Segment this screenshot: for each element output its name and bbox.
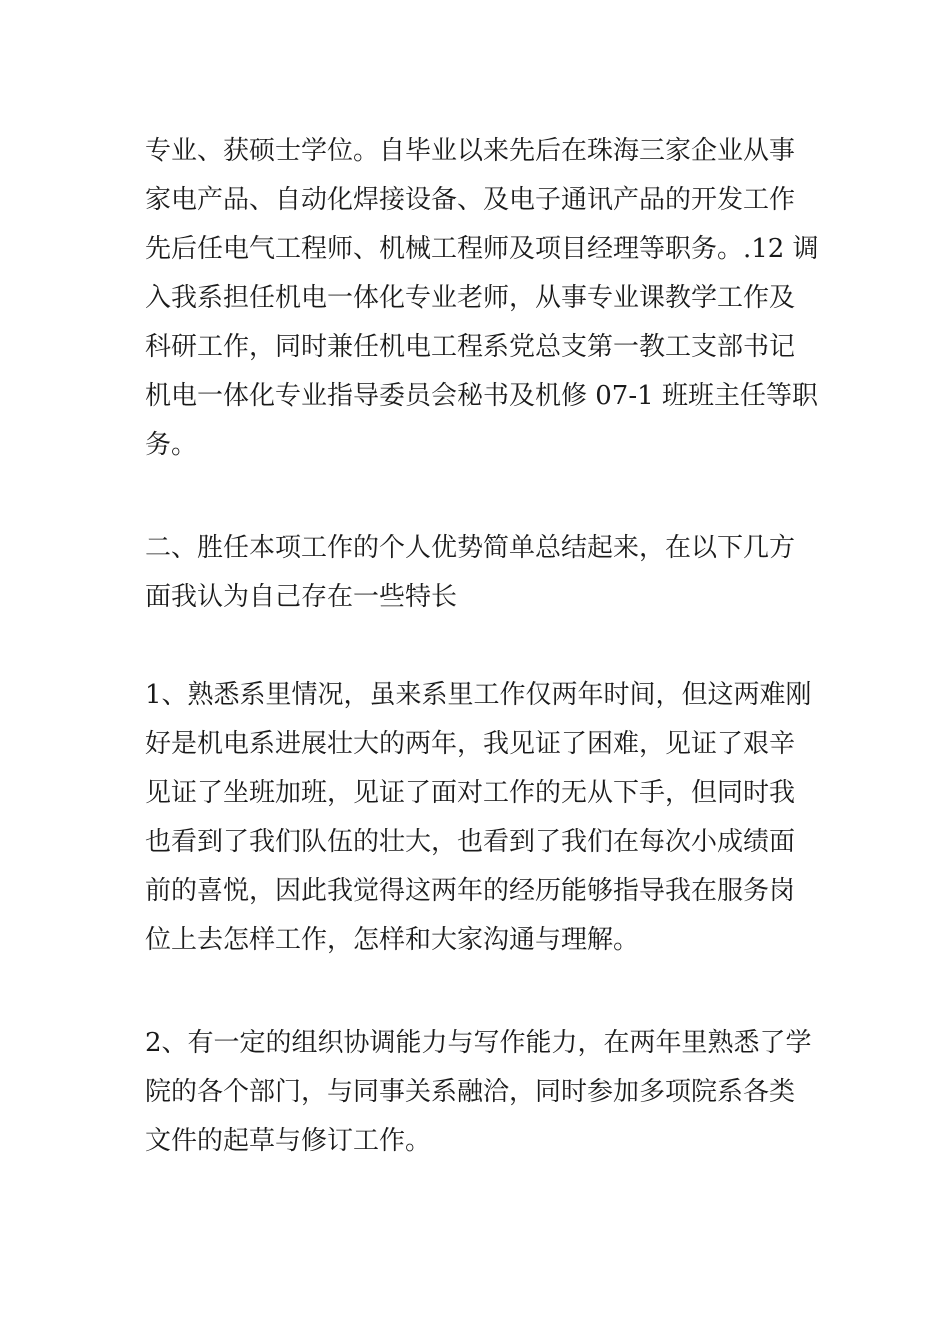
- text-line: 科研工作，同时兼任机电工程系党总支第一教工支部书记: [145, 332, 796, 362]
- section-heading-personal-strengths: [145, 524, 825, 622]
- text-line: 务。: [145, 430, 198, 460]
- paragraph-career-background: [145, 127, 825, 470]
- text-line: 家电产品、自动化焊接设备、及电子通讯产品的开发工作: [145, 185, 796, 215]
- text-line: 先后任电气工程师、机械工程师及项目经理等职务。.12 调: [145, 234, 819, 264]
- text-line: 二、胜任本项工作的个人优势简单总结起来，在以下几方: [145, 533, 796, 563]
- text-line: 入我系担任机电一体化专业老师，从事专业课教学工作及: [145, 283, 796, 313]
- paragraph-strength-1: [145, 671, 825, 965]
- text-line: 前的喜悦，因此我觉得这两年的经历能够指导我在服务岗: [145, 876, 796, 906]
- text-line: 1、熟悉系里情况，虽来系里工作仅两年时间，但这两难刚: [145, 680, 812, 710]
- text-line: 院的各个部门，与同事关系融洽，同时参加多项院系各类: [145, 1077, 796, 1107]
- paragraph-strength-2: [145, 1019, 825, 1166]
- text-line: 文件的起草与修订工作。: [145, 1126, 432, 1156]
- text-line: 见证了坐班加班，见证了面对工作的无从下手，但同时我: [145, 778, 796, 808]
- text-line: 好是机电系进展壮大的两年，我见证了困难，见证了艰辛: [145, 729, 796, 759]
- text-line: 专业、获硕士学位。自毕业以来先后在珠海三家企业从事: [145, 136, 796, 166]
- text-line: 面我认为自己存在一些特长: [145, 582, 458, 612]
- text-line: 也看到了我们队伍的壮大，也看到了我们在每次小成绩面: [145, 827, 796, 857]
- text-line: 机电一体化专业指导委员会秘书及机修 07-1 班班主任等职: [145, 381, 818, 411]
- text-line: 位上去怎样工作，怎样和大家沟通与理解。: [145, 925, 640, 955]
- text-line: 2、有一定的组织协调能力与写作能力，在两年里熟悉了学: [145, 1028, 812, 1058]
